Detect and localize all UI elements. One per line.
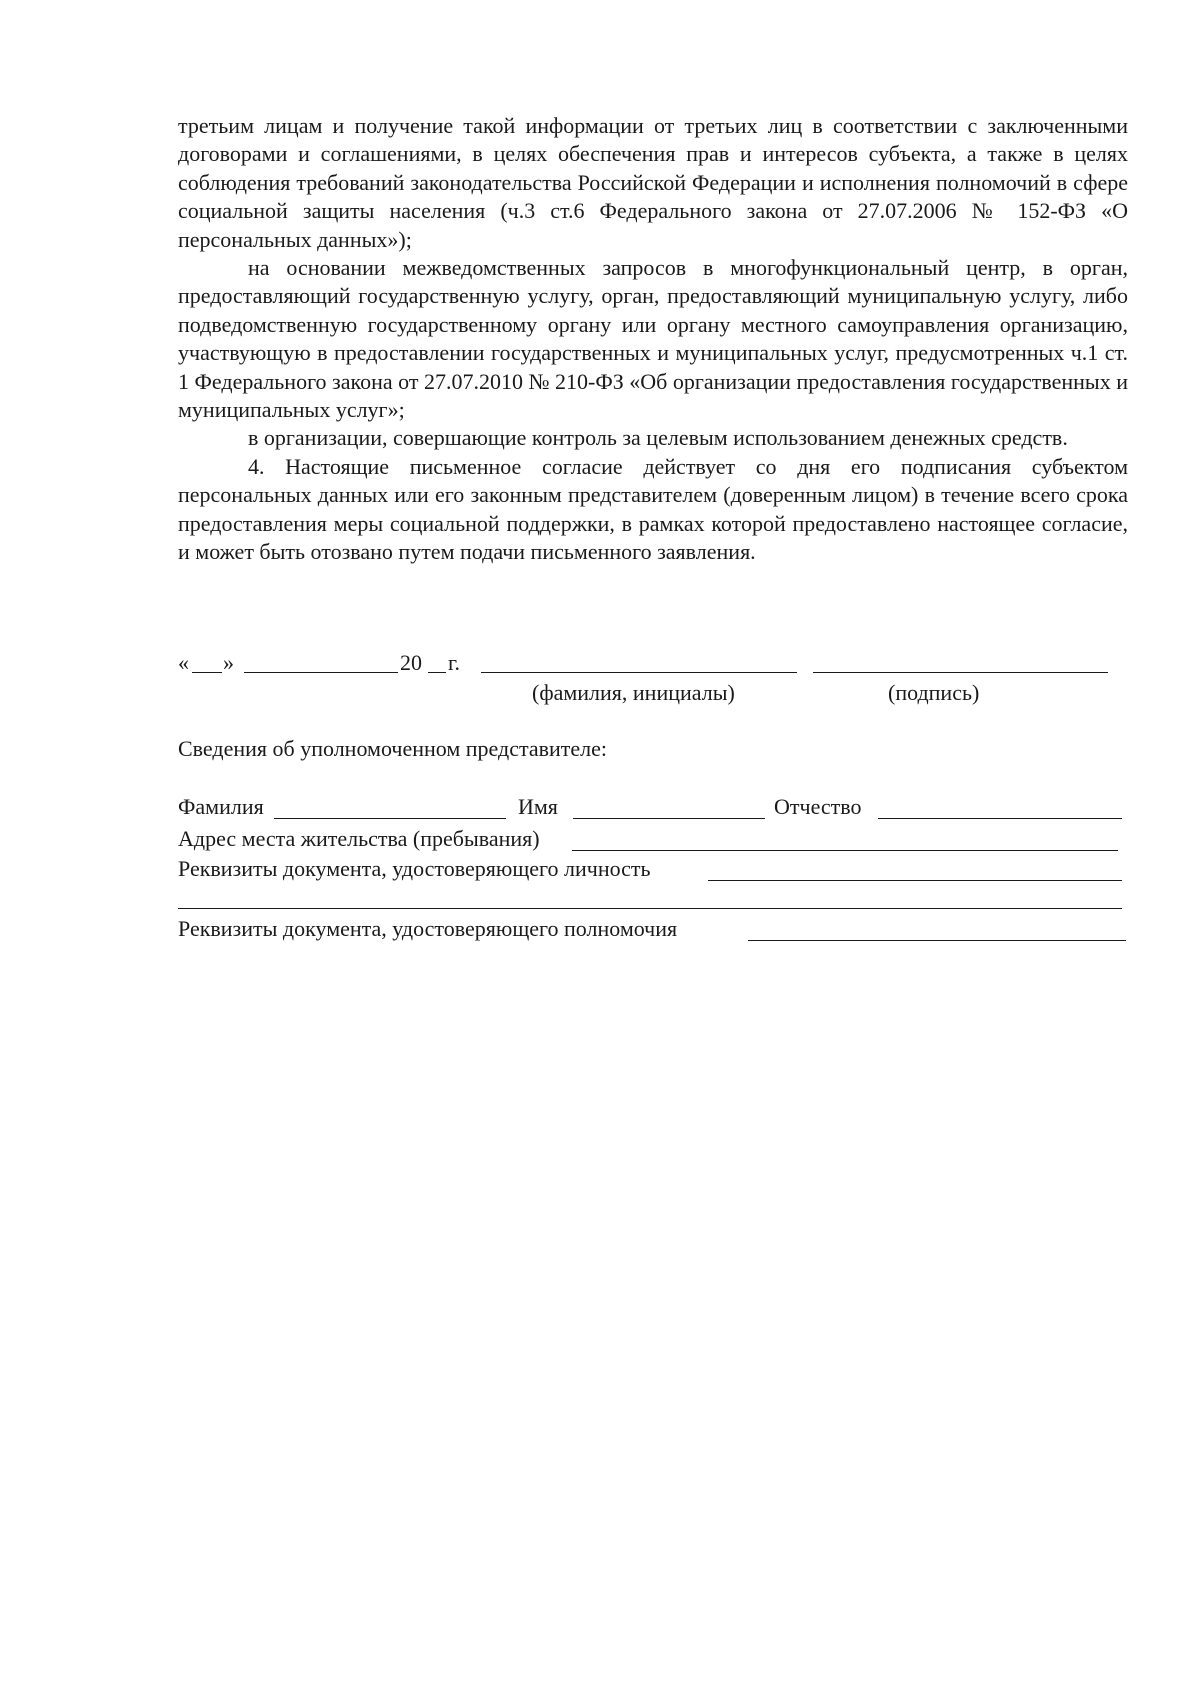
name-initials-blank[interactable] [481,672,797,673]
paragraph-control-organizations: в организации, совершающие контроль за целевым использованием денежных средств. [248,425,1068,451]
name-initials-caption: (фамилия, инициалы) [532,680,735,705]
address-blank[interactable] [572,850,1118,851]
representative-section-title: Сведения об уполномоченном представителе: [178,736,608,761]
representative-authority-doc-row [178,916,1128,946]
authority-document-label: Реквизиты документа, удостоверяющего полномочия [178,916,678,941]
year-blank[interactable] [428,672,446,673]
quote-close: » [223,650,234,675]
year-prefix: 20 [400,650,422,675]
quote-open: « [178,650,189,675]
consent-body-text [178,112,1128,567]
id-document-blank[interactable] [708,880,1122,881]
day-blank[interactable] [192,672,222,673]
patronymic-label: Отчество [774,794,862,819]
name-label: Имя [518,794,558,819]
month-blank[interactable] [244,672,398,673]
address-label: Адрес места жительства (пребывания) [178,826,540,851]
paragraph-third-parties: третьим лицам и получение такой информации от третьих лиц в соответствии с заключенными договорами и соглашениями, в целях обеспечения прав и интересов субъекта, а также в целях соблюдения требований законодательства Российской Федерации и исполнения полномочий в сфере социальной защиты населения (ч.3 ст.6 Федерального закона от 27.07.2006 № 152-ФЗ «О персональных данных»); [178,113,1128,252]
id-document-label: Реквизиты документа, удостоверяющего личность [178,856,651,881]
authority-document-blank[interactable] [748,940,1126,941]
signature-blank[interactable] [813,672,1108,673]
paragraph-consent-validity: 4. Настоящие письменное согласие действует со дня его подписания субъектом персональных данных или его законным представителем (доверенным лицом) в течение всего срока предоставления меры социальной поддержки, в рамках которой предоставлено настоящее согласие, и может быть отозвано путем подачи письменного заявления. [178,453,1128,565]
representative-id-doc-row [178,856,1128,886]
surname-label: Фамилия [178,794,264,819]
patronymic-blank[interactable] [878,818,1122,819]
representative-name-row [178,794,1128,824]
surname-blank[interactable] [274,818,506,819]
paragraph-interagency-requests: на основании межведомственных запросов в многофункциональный центр, в орган, предоставляющий государственную услугу, орган, предоставляющий муниципальную услугу, либо подведомственную государственному органу или органу местного самоуправления организацию, участвующую в предоставлении государственных и муниципальных услуг, предусмотренных ч.1 ст. 1 Федерального закона от 27.07.2010 № 210-ФЗ «Об организации предоставления государственных и муниципальных услуг»; [178,255,1128,423]
first-name-blank[interactable] [573,818,765,819]
date-signature-row [178,650,1128,682]
id-document-continuation-blank[interactable] [178,908,1122,909]
year-suffix: г. [448,650,461,675]
signature-caption: (подпись) [888,680,980,705]
representative-address-row [178,826,1128,856]
